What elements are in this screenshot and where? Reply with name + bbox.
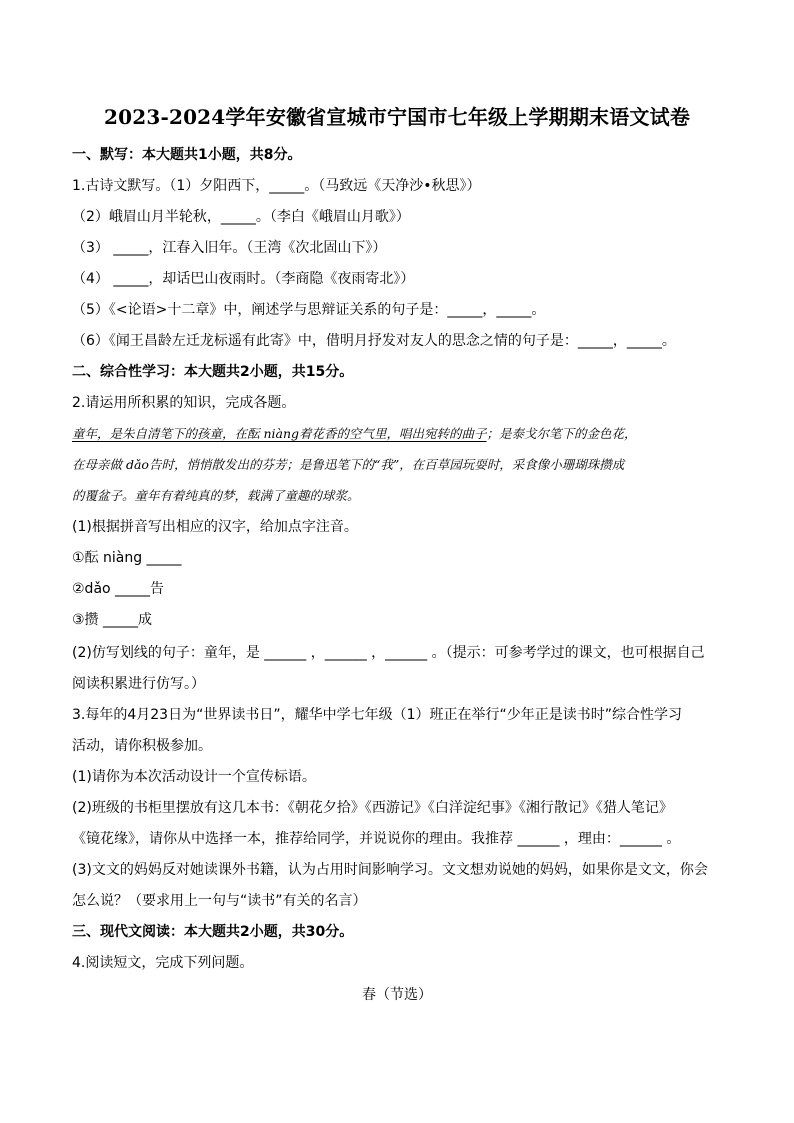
q2-sub1: (1)根据拼音写出相应的汉字，给加点字注音。 <box>72 519 358 535</box>
q3-sub1: (1)请你为本次活动设计一个宣传标语。 <box>72 769 316 785</box>
q2-passage-underlined: 童年，是朱自清笔下的孩童，在酝 niàng着花香的空气里，唱出宛转的曲子 <box>72 426 487 441</box>
q4-passage-title: 春（节选） <box>362 987 432 1003</box>
q1-item-2: （2）峨眉山月半轮秋，_____。（李白《峨眉山月歌》） <box>72 209 410 225</box>
q3-stem-line2: 活动，请你积极参加。 <box>72 738 212 754</box>
q2-passage-line3: 的覆盆子。童年有着纯真的梦，载满了童趣的球浆。 <box>72 488 360 503</box>
q3-sub2-line2: 《镜花缘》，请你从中选择一本，推荐给同学，并说说你的理由。我推荐 ______ ，理由：______ 。 <box>72 831 681 847</box>
section1-heading: 一、默写：本大题共1小题，共8分。 <box>72 147 302 163</box>
q3-sub3-line1: (3)文文的妈妈反对她读课外书籍，认为占用时间影响学习。文文想劝说她的妈妈，如果你是文文，你会 <box>72 862 708 878</box>
q2-sub2-line1: (2)仿写划线的句子：童年，是 ______ ，______ ，______ 。（提示：可参考学过的课文，也可根据自己 <box>72 645 705 661</box>
q1-item-6: （6）《闻王昌龄左迁龙标遥有此寄》中，借明月抒发对友人的思念之情的句子是：_____，_____。 <box>72 333 676 349</box>
q1-stem: 1.古诗文默写。（1）夕阳西下，_____。（马致远《天净沙•秋思》） <box>72 178 481 194</box>
q4-stem: 4.阅读短文，完成下列问题。 <box>72 955 254 971</box>
section2-heading: 二、综合性学习：本大题共2小题，共15分。 <box>72 364 354 380</box>
q2-pinyin-1: ①酝 niàng _____ <box>72 550 182 566</box>
q3-stem-line1: 3.每年的4月23日为“世界读书日”，耀华中学七年级（1）班正在举行“少年正是读书时”综合性学习 <box>72 707 682 723</box>
q2-stem: 2.请运用所积累的知识，完成各题。 <box>72 395 296 411</box>
q1-item-3: （3） _____，江春入旧年。（王湾《次北固山下》） <box>72 240 387 256</box>
q2-passage-line2: 在母亲做 dǎo告时，悄悄散发出的芬芳；是鲁迅笔下的“我”，在百草园玩耍时，采食像小珊瑚珠攒成 <box>72 457 625 472</box>
q2-passage-line1 <box>72 424 722 444</box>
q3-sub3-line2: 怎么说？（要求用上一句与“读书”有关的名言） <box>72 893 367 909</box>
q3-sub2-line1: (2)班级的书柜里摆放有这几本书：《朝花夕拾》《西游记》《白洋淀纪事》《湘行散记》《猎人笔记》 <box>72 800 673 816</box>
q1-item-5: （5）《<论语>十二章》中，阐述学与思辩证关系的句子是：_____，_____。 <box>72 302 546 318</box>
q2-passage-line1-rest: ；是泰戈尔笔下的金色花， <box>486 426 637 441</box>
q2-sub2-line2: 阅读积累进行仿写。） <box>72 676 205 692</box>
section3-heading: 三、现代文阅读：本大题共2小题，共30分。 <box>72 924 354 940</box>
q1-item-4: （4） _____，却话巴山夜雨时。（李商隐《夜雨寄北》） <box>72 271 415 287</box>
exam-title: 2023-2024学年安徽省宣城市宁国市七年级上学期期末语文试卷 <box>103 105 691 129</box>
q2-pinyin-3: ③攒 _____成 <box>72 612 153 628</box>
q2-pinyin-2: ②dǎo _____告 <box>72 581 165 597</box>
